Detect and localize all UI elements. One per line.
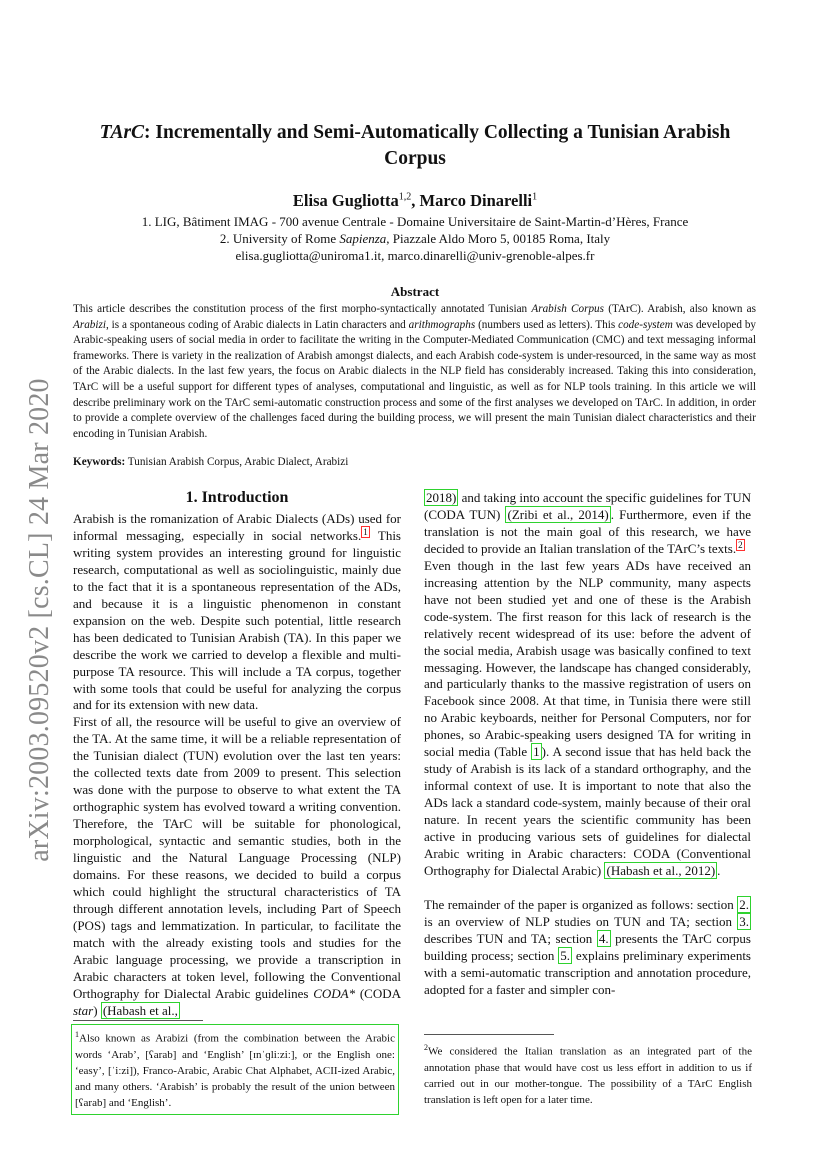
right-column-text [424, 490, 751, 999]
abstract-heading: Abstract [390, 284, 440, 299]
keywords-line [73, 456, 756, 468]
affiliation-line: 1. LIG, Bâtiment IMAG - 700 avenue Centrale - Domaine Universitaire de Saint-Martin-d’Hères, France [141, 214, 689, 229]
text-span: and taking into account the specific guidelines for TUN (CODA TUN) [424, 490, 751, 522]
text-span: . [717, 862, 721, 878]
footnote-rule [73, 1020, 203, 1021]
paragraph [73, 714, 401, 1019]
section-heading-introduction: 1. Introduction [185, 489, 289, 506]
text-span: . Furthermore, even if the translation is not the main goal of this research, we have decided to provide an Italian translation of the TArC’s texts. [424, 506, 752, 556]
author-emails: elisa.gugliotta@uniroma1.it, marco.dinarelli@univ-grenoble-alpes.fr [235, 248, 595, 263]
left-column-text [73, 511, 401, 1020]
author-list [70, 191, 760, 211]
italic-term: arithmographs [408, 318, 476, 331]
text-span: The remainder of the paper is organized as follows: section [424, 896, 738, 912]
citation-link[interactable]: 2018) [426, 490, 457, 505]
section-ref-link[interactable]: 2. [739, 896, 749, 912]
footnote-text: We considered the Italian translation as an integrated part of the annotation phase that would have cost us less effort in addition to us if carried out in our mother-tongue. The possibility of a TArC English translation is left open for a later time. [424, 1045, 752, 1107]
title-line1: : Incrementally and Semi-Automatically Collecting a Tunisian Arabish [144, 122, 731, 143]
section-ref-link[interactable]: 5. [560, 947, 570, 963]
text-span: Arabish is the romanization of Arabic Dialects (ADs) used for informal messaging, especially in social networks. [73, 511, 401, 543]
section-ref-link[interactable]: 4. [598, 930, 609, 946]
paragraph [424, 897, 751, 999]
author-name: Marco Dinarelli [419, 191, 533, 210]
paragraph-gap [424, 880, 751, 897]
table-ref-link[interactable]: 1 [533, 744, 540, 760]
footnote-2 [424, 1040, 752, 1108]
footnote-1[interactable] [71, 1024, 399, 1115]
text-span: First of all, the resource will be useful to give an overview of the TA. At the same time, it will be a reliable representation of the Tunisian dialect (TUN) evolution over the last ten years: the collected texts date from 2009 to present. This selection was done with the purpose to observe to what extent the TA orthographic system has evolved toward a writing convention. Therefore, the TArC will be suitable for phonological, morphological, syntactic and semantic studies, both in the linguistic and the Natural Language Processing (NLP) domains. For these reasons, we decided to build a corpus which could highlight the structural characteristics of TA through different annotation levels, including Part of Speech (POS) tags and lemmatization. In particular, to facilitate the match with the already existing tools and studies for the Arabic language processing, we provide a transcription in Arabic characters at token level, following the Conventional Orthography for Dialectal Arabic guidelines [73, 714, 401, 1001]
footnote-ref-link[interactable]: 2 [738, 539, 743, 550]
footnote-number: 1 [75, 1030, 79, 1039]
footnote-ref-link[interactable]: 1 [363, 526, 368, 537]
text-span: is an overview of NLP studies on TUN and TA; section [424, 913, 738, 929]
text-span: This writing system provides an interesting ground for linguistic research, computational as well as sociolinguistic, mainly due to the fact that it is a spontaneous representation of the ADs, and because it is a linguistic phenomenon in constant expansion on the web. Despite such potential, little research has been dedicated to Tunisian Arabish (TA). In this paper we describe the work we carried to develop a flexible and multi-purpose TA resource. This will include a TA corpus, together with some tools that could be useful for analyzing the corpus and for its extension with new data. [73, 527, 401, 713]
section-ref-link[interactable]: 3. [739, 913, 749, 929]
author-name: Elisa Gugliotta [292, 191, 399, 210]
citation-link[interactable]: (Zribi et al., 2014) [507, 506, 609, 522]
keywords-label: Keywords: [73, 456, 126, 468]
keywords-text: Tunisian Arabish Corpus, Arabic Dialect, Arabizi [125, 456, 349, 468]
italic-term: Arabish Corpus [531, 303, 604, 315]
affiliation-text: 2. University of Rome Sapienza, Piazzale Aldo Moro 5, 00185 Roma, Italy [219, 231, 611, 246]
abstract-text [73, 302, 756, 442]
italic-term: Arabizi [73, 318, 106, 331]
text-span: Even though in the last few years ADs have received an increasing attention by the NLP community, many aspects have not been studied yet and one of these is the Arabish code-system. The first reason for this lack of research is the relatively recent widespread of its use: before the advent of the social media, Arabish usage was basically confined to text messaging. However, the landscape has changed considerably, and particularly thanks to the massive registration of users on Facebook since 2008. At that time, in Tunisia there were still no Arabic keyboards, neither for Personal Computers, nor for phones, so Arabic-speaking users designed TA for writing in social media (Table [424, 557, 751, 760]
italic-term: code-system [618, 318, 673, 331]
paper-title [70, 120, 760, 172]
text-span: (CODA [355, 985, 401, 1001]
affiliation-line [70, 230, 760, 247]
text-span: describes TUN and TA; section [424, 930, 597, 946]
italic-term: star [73, 1002, 94, 1018]
author-affiliation-mark: 1,2 [398, 191, 412, 203]
citation-link[interactable]: (Habash et al., 2012) [606, 862, 716, 878]
footnote-rule [424, 1034, 554, 1035]
text-span: ) [93, 1002, 101, 1018]
paragraph [73, 511, 401, 714]
author-separator: , [411, 191, 420, 210]
paragraph [424, 490, 751, 558]
text-span: explains preliminary experiments with a semi-automatic transcription and annotation procedure, adopted for a faster and simpler con- [424, 947, 751, 997]
footnote-text: Also known as Arabizi (from the combination between the Arabic words ‘Arab’, [ʕarab] and ‘English’ [ɪnˈɡliːziː], or the English one: ‘easy’, [ˈiːzi]), Franco-Arabic, Arabic Chat Alphabet, ACII-ized Arabic, and many others. ‘Arabish’ is probably the result of the union between [ʕarab] and ‘English’. [75, 1032, 395, 1110]
paragraph [424, 558, 751, 880]
citation-link[interactable]: (Habash et al., [102, 1002, 178, 1018]
italic-term: CODA* [313, 985, 356, 1001]
arxiv-identifier-stamp: arXiv:2003.09520v2 [cs.CL] 24 Mar 2020 [24, 378, 55, 862]
title-line2: Corpus [384, 148, 446, 169]
text-span: ). A second issue that has held back the study of Arabish is its lack of a standard orthography, and the informal context of use. It is important to note that also the ADs lack a standard code-system, mainly because of their oral nature. In recent years the scientific community has been active in producing various sets of guidelines for dialectal Arabic writing in Arabic characters: CODA (Conventional Orthography for Dialectal Arabic) [424, 744, 751, 878]
author-affiliation-mark: 1 [532, 191, 538, 203]
italic-term: Sapienza [339, 231, 387, 246]
footnote-number: 2 [424, 1043, 428, 1052]
abstract-paragraph: This article describes the constitution process of the first morpho-syntactically annotated Tunisian Arabish Corpus (TArC). Arabish, also known as Arabizi, is a spontaneous coding of Arabic dialects in Latin characters and arithmographs (numbers used as letters). This code-system was developed by Arabic-speaking users of social media in order to facilitate the writing in the Computer-Mediated Communication (CMC) and text messaging informal frameworks. There is variety in the realization of Arabish amongst dialects, and each Arabish code-system is under-resourced, in the same way as most of the Arabic dialects. In the last few years, the focus on Arabic dialects in the NLP field has considerably increased. Taking this into consideration, TArC will be a useful support for different types of analyses, computational and linguistic, as well as for NLP tools training. In this article we will describe preliminary work on the TArC semi-automatic construction process and some of the first analyses we developed on TArC. In addition, in order to provide a complete overview of the challenges faced during the building process, we will present the main Tunisian dialect characteristics and their encoding in Tunisian Arabish. [73, 303, 757, 440]
title-italic-part: TArC [99, 122, 145, 143]
text-span: presents the TArC corpus building process; section [424, 930, 751, 963]
